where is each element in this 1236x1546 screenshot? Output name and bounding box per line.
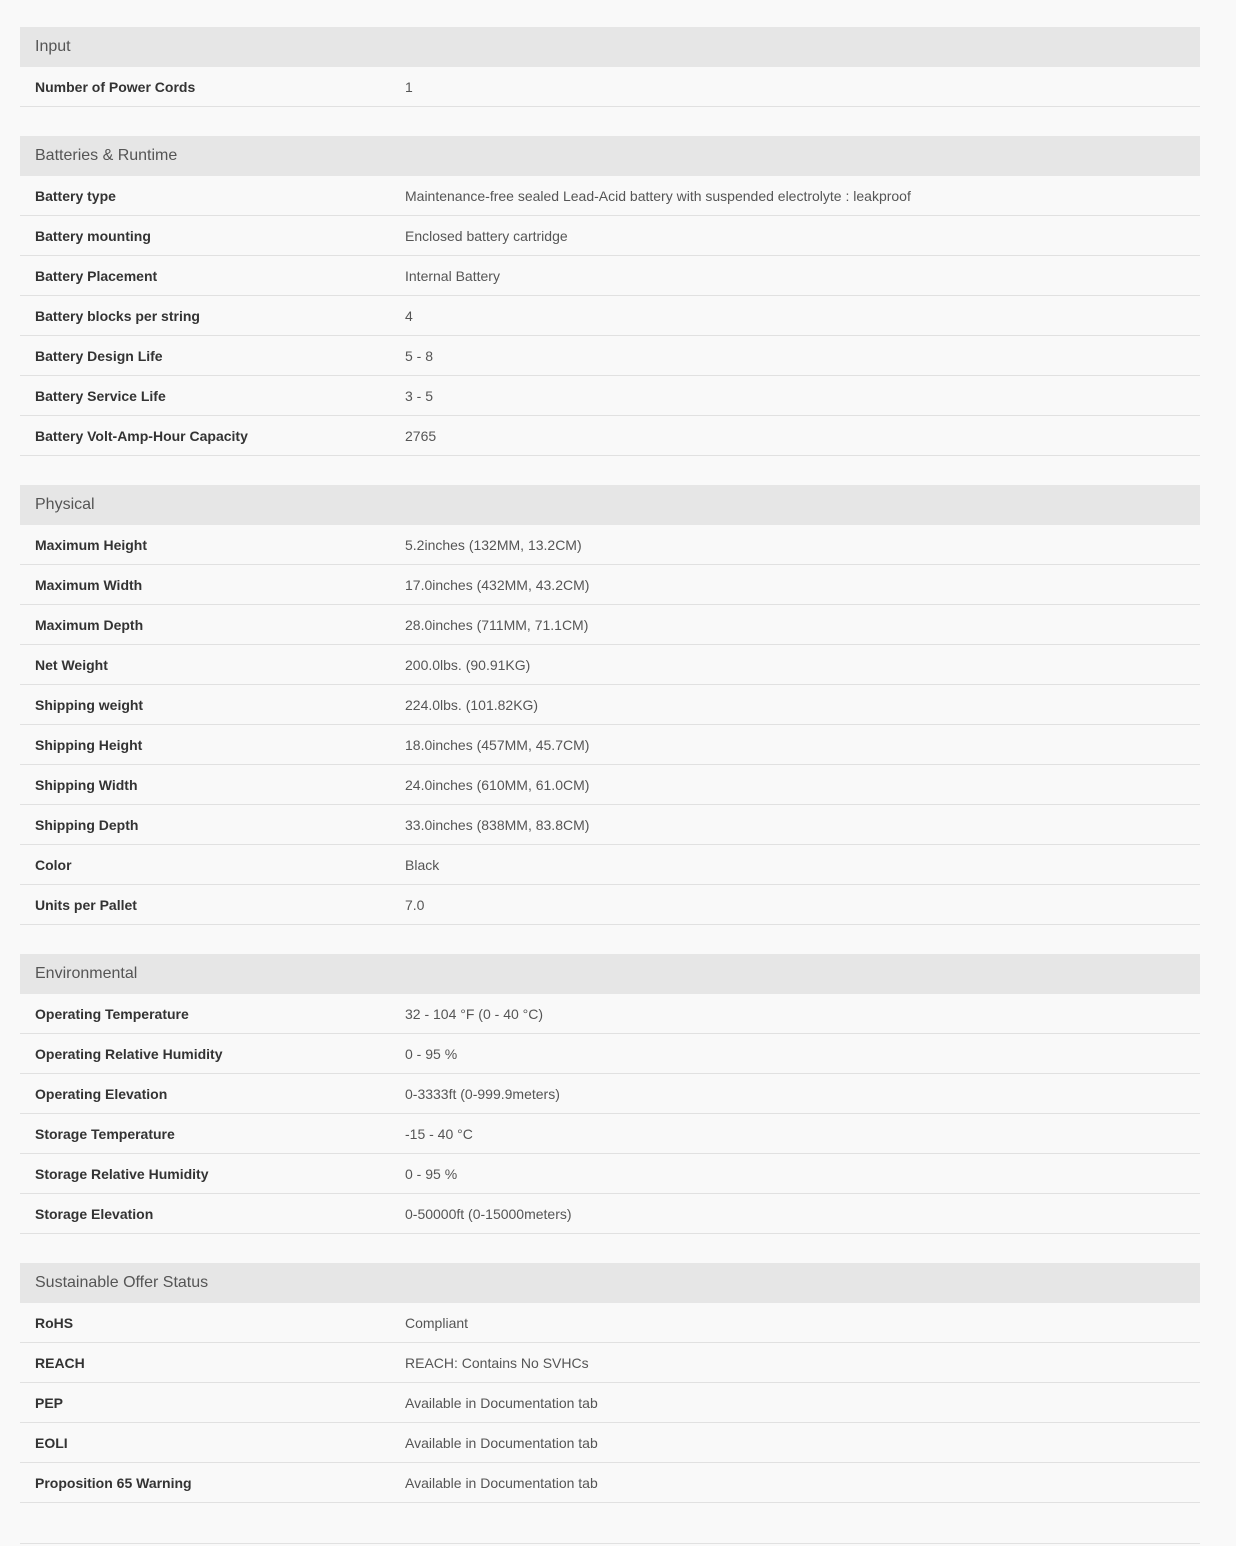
spec-section-batteries-runtime: [20, 136, 1200, 456]
spec-label: Operating Elevation: [35, 1085, 168, 1102]
spec-value: Maintenance-free sealed Lead-Acid battery with suspended electrolyte : leakproof: [405, 187, 911, 204]
spec-row: [20, 765, 1200, 805]
spec-value: 5.2inches (132MM, 13.2CM): [405, 536, 582, 553]
spec-row: [20, 685, 1200, 725]
table-bottom-divider: [20, 1503, 1200, 1544]
spec-value: 0 - 95 %: [405, 1045, 458, 1062]
spec-value: -15 - 40 °C: [405, 1125, 473, 1142]
spec-value: 200.0lbs. (90.91KG): [405, 656, 531, 673]
spec-row: [20, 725, 1200, 765]
spec-label: EOLI: [35, 1434, 68, 1451]
spec-row: [20, 1034, 1200, 1074]
spec-label: Net Weight: [35, 656, 108, 673]
spec-row: [20, 1423, 1200, 1463]
section-header: Physical: [20, 485, 1200, 525]
specifications-table: [20, 27, 1200, 1544]
spec-value: 4: [405, 307, 413, 324]
spec-value: Black: [405, 856, 440, 873]
spec-row: [20, 376, 1200, 416]
spec-label: Shipping Width: [35, 776, 138, 793]
section-header: Input: [20, 27, 1200, 67]
spec-value: 28.0inches (711MM, 71.1CM): [405, 616, 589, 633]
section-header: Sustainable Offer Status: [20, 1263, 1200, 1303]
spec-label: Battery Placement: [35, 267, 158, 284]
spec-value: 1: [405, 78, 413, 95]
spec-label: Maximum Height: [35, 536, 148, 553]
spec-value: 33.0inches (838MM, 83.8CM): [405, 816, 590, 833]
spec-value: Available in Documentation tab: [405, 1394, 598, 1411]
spec-value: 5 - 8: [405, 347, 434, 364]
spec-row: [20, 336, 1200, 376]
spec-row: [20, 994, 1200, 1034]
spec-row: [20, 296, 1200, 336]
spec-value: 0-50000ft (0-15000meters): [405, 1205, 572, 1222]
spec-label: Battery type: [35, 187, 116, 204]
spec-value: 18.0inches (457MM, 45.7CM): [405, 736, 590, 753]
spec-label: Shipping Depth: [35, 816, 139, 833]
spec-value: Enclosed battery cartridge: [405, 227, 568, 244]
spec-row: [20, 1074, 1200, 1114]
spec-label: Storage Temperature: [35, 1125, 175, 1142]
spec-label: Maximum Width: [35, 576, 143, 593]
spec-value: 7.0: [405, 896, 425, 913]
spec-label: Storage Relative Humidity: [35, 1165, 209, 1182]
spec-value: 3 - 5: [405, 387, 434, 404]
spec-row: [20, 1343, 1200, 1383]
spec-value: Available in Documentation tab: [405, 1474, 598, 1491]
spec-label: Proposition 65 Warning: [35, 1474, 192, 1491]
spec-row: [20, 1154, 1200, 1194]
spec-row: [20, 216, 1200, 256]
spec-row: [20, 256, 1200, 296]
spec-row: [20, 805, 1200, 845]
spec-label: Battery Service Life: [35, 387, 166, 404]
spec-row: [20, 845, 1200, 885]
spec-label: Battery Design Life: [35, 347, 163, 364]
spec-row: [20, 67, 1200, 107]
spec-label: RoHS: [35, 1314, 74, 1331]
spec-row: [20, 1303, 1200, 1343]
spec-value: 32 - 104 °F (0 - 40 °C): [405, 1005, 544, 1022]
spec-section-environmental: [20, 954, 1200, 1234]
spec-value: Internal Battery: [405, 267, 500, 284]
spec-value: Available in Documentation tab: [405, 1434, 598, 1451]
spec-row: [20, 1114, 1200, 1154]
spec-value: 17.0inches (432MM, 43.2CM): [405, 576, 590, 593]
spec-value: 224.0lbs. (101.82KG): [405, 696, 539, 713]
spec-label: Storage Elevation: [35, 1205, 154, 1222]
spec-row: [20, 885, 1200, 925]
spec-value: 2765: [405, 427, 437, 444]
spec-value: 24.0inches (610MM, 61.0CM): [405, 776, 590, 793]
section-header: Batteries & Runtime: [20, 136, 1200, 176]
spec-row: [20, 1463, 1200, 1503]
spec-label: Battery Volt-Amp-Hour Capacity: [35, 427, 248, 444]
spec-value: REACH: Contains No SVHCs: [405, 1354, 589, 1371]
spec-value: 0-3333ft (0-999.9meters): [405, 1085, 560, 1102]
section-header: Environmental: [20, 954, 1200, 994]
spec-label: REACH: [35, 1354, 85, 1371]
spec-label: Shipping weight: [35, 696, 144, 713]
spec-label: Units per Pallet: [35, 896, 137, 913]
spec-label: Operating Relative Humidity: [35, 1045, 223, 1062]
spec-label: Battery mounting: [35, 227, 151, 244]
spec-row: [20, 176, 1200, 216]
spec-value: 0 - 95 %: [405, 1165, 458, 1182]
spec-label: Color: [35, 856, 72, 873]
spec-label: Shipping Height: [35, 736, 143, 753]
spec-section-input: [20, 27, 1200, 107]
spec-row: [20, 645, 1200, 685]
spec-row: [20, 565, 1200, 605]
spec-row: [20, 525, 1200, 565]
spec-row: [20, 605, 1200, 645]
spec-label: Maximum Depth: [35, 616, 144, 633]
spec-label: Operating Temperature: [35, 1005, 189, 1022]
spec-row: [20, 416, 1200, 456]
spec-value: Compliant: [405, 1314, 469, 1331]
spec-row: [20, 1194, 1200, 1234]
spec-section-sustainable-offer-status: [20, 1263, 1200, 1544]
spec-section-physical: [20, 485, 1200, 925]
spec-label: PEP: [35, 1394, 64, 1411]
spec-label: Battery blocks per string: [35, 307, 200, 324]
spec-label: Number of Power Cords: [35, 78, 196, 95]
spec-row: [20, 1383, 1200, 1423]
